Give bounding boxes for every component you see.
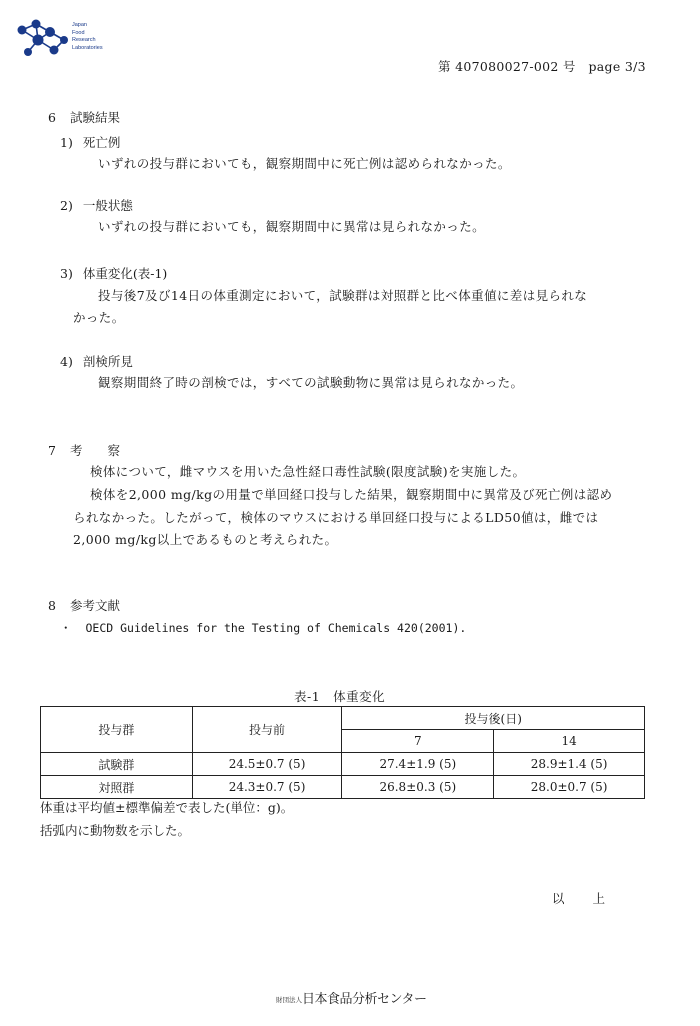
table-note-2: 括弧内に動物数を示した。 bbox=[40, 823, 191, 838]
subsection-3-heading: 3) 体重変化(表-1) bbox=[60, 266, 168, 281]
subsection-1-text: いずれの投与群においても，観察期間中に死亡例は認められなかった。 bbox=[98, 156, 511, 171]
table-row: 対照群 24.3±0.7 (5) 26.8±0.3 (5) 28.0±0.7 (5) bbox=[41, 776, 645, 799]
logo-text: Japan Food Research Laboratories bbox=[72, 22, 103, 51]
subsection-2-heading: 2) 一般状態 bbox=[60, 198, 133, 213]
document-number: 第 407080027-002 号 page 3/3 bbox=[438, 59, 646, 74]
table-note-1: 体重は平均値±標準偏差で表した(単位：g)。 bbox=[40, 800, 294, 815]
subsection-3-text-line2: かった。 bbox=[73, 310, 125, 325]
section-7-para1: 検体について，雌マウスを用いた急性経口毒性試験(限度試験)を実施した。 bbox=[90, 464, 526, 479]
section-7-para2-line2: られなかった。したがって，検体のマウスにおける単回経口投与によるLD50値は，雌では bbox=[73, 510, 599, 525]
table-caption: 表-1 体重変化 bbox=[294, 689, 386, 704]
footer-organization: 財団法人日本食品分析センター bbox=[276, 991, 427, 1006]
header-day-7: 7 bbox=[342, 730, 494, 753]
section-6-heading: 6 試験結果 bbox=[48, 110, 120, 125]
molecule-network-icon bbox=[14, 14, 72, 64]
subsection-1-heading: 1) 死亡例 bbox=[60, 135, 121, 150]
body-weight-table bbox=[40, 706, 645, 799]
table-row: 試験群 24.5±0.7 (5) 27.4±1.9 (5) 28.9±1.4 (5) bbox=[41, 753, 645, 776]
header-pre: 投与前 bbox=[192, 707, 342, 753]
header-day-14: 14 bbox=[494, 730, 645, 753]
subsection-2-text: いずれの投与群においても，観察期間中に異常は見られなかった。 bbox=[98, 219, 486, 234]
subsection-4-text: 観察期間終了時の剖検では，すべての試験動物に異常は見られなかった。 bbox=[98, 375, 524, 390]
section-7-heading: 7 考 察 bbox=[48, 443, 120, 458]
subsection-4-heading: 4) 剖検所見 bbox=[60, 354, 133, 369]
subsection-3-text-line1: 投与後7及び14日の体重測定において，試験群は対照群と比べ体重値に差は見られな bbox=[98, 288, 588, 303]
logo bbox=[14, 14, 114, 64]
section-7-para2-line1: 検体を2,000 mg/kgの用量で単回経口投与した結果，観察期間中に異常及び死亡例は認め bbox=[90, 487, 613, 502]
reference-item: ・ OECD Guidelines for the Testing of Chemicals 420(2001). bbox=[60, 621, 467, 635]
closing-mark: 以 上 bbox=[552, 891, 607, 906]
header-group: 投与群 bbox=[41, 707, 193, 753]
header-post: 投与後(日) bbox=[342, 707, 645, 730]
section-7-para2-line3: 2,000 mg/kg以上であるものと考えられた。 bbox=[73, 532, 338, 547]
section-8-heading: 8 参考文献 bbox=[48, 598, 120, 613]
